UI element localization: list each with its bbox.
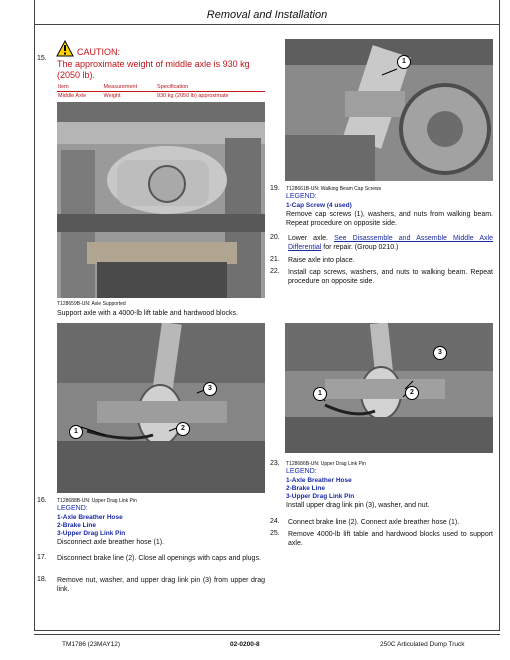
- warning-triangle-icon: [56, 40, 74, 57]
- step-text: [288, 234, 493, 252]
- legend-title: LEGEND:: [286, 468, 317, 475]
- legend-item: 2-Brake Line: [286, 485, 326, 492]
- callout-marker: 1: [69, 425, 83, 439]
- legend-item: 1-Cap Screw (4 used): [286, 202, 352, 209]
- disassemble-differential-link[interactable]: See Disassemble and Assemble Middle Axle Differential: [288, 235, 493, 251]
- step-number: 25.: [270, 530, 280, 537]
- step-number: 24.: [270, 518, 280, 525]
- step-number: 17.: [37, 554, 47, 561]
- step-number: 23.: [270, 460, 280, 467]
- step-text: Remove cap screws (1), washers, and nuts from walking beam. Repeat procedure on opposite side.: [286, 211, 493, 227]
- step-number: 18.: [37, 576, 47, 583]
- drag-link-removal-photo: [57, 323, 265, 493]
- spec-cell: Middle Axle: [58, 93, 87, 99]
- legend-item: 1-Axle Breather Hose: [57, 514, 123, 521]
- step-number: 15.: [37, 55, 47, 62]
- figure-caption-id: T128688B-UN: Upper Drag Link Pin: [57, 498, 137, 504]
- step-text: Install cap screws, washers, and nuts to walking beam. Repeat procedure on opposite side.: [288, 269, 493, 285]
- step-text-part: Lower axle.: [288, 235, 335, 242]
- header-rule: [34, 24, 500, 25]
- legend-title: LEGEND:: [57, 505, 88, 512]
- callout-marker: 2: [405, 386, 419, 400]
- step-text: Disconnect axle breather hose (1).: [57, 539, 164, 546]
- step-number: 19.: [270, 185, 280, 192]
- step-text: Remove 4000-lb lift table and hardwood blocks used to support axle.: [288, 531, 493, 547]
- spec-cell: 930 kg (2050 lb) approximate: [157, 93, 229, 99]
- step-text: Install upper drag link pin (3), washer, and nut.: [286, 502, 430, 509]
- step-text: Remove nut, washer, and upper drag link pin (3) from upper drag link.: [57, 577, 265, 593]
- figure-caption-id: T128661B-UN: Walking Beam Cap Screws: [286, 186, 382, 192]
- spec-col-item: Item: [57, 83, 103, 92]
- footer-rule: [34, 634, 500, 635]
- figure-caption-text: Support axle with a 4000-lb lift table and hardwood blocks.: [57, 310, 238, 317]
- legend-item: 3-Upper Drag Link Pin: [286, 493, 355, 500]
- step-text-part: for repair. (Group 0210.): [321, 244, 399, 251]
- legend-title: LEGEND:: [286, 193, 317, 200]
- spec-cell: Weight: [103, 93, 121, 99]
- step-number: 16.: [37, 497, 47, 504]
- step-number: 20.: [270, 234, 280, 241]
- page-title: Removal and Installation: [206, 9, 328, 21]
- spec-col-measurement: Measurement: [103, 83, 157, 92]
- step-text: Disconnect brake line (2). Close all openings with caps and plugs.: [57, 555, 261, 562]
- spec-table: [57, 83, 265, 100]
- footer-machine-model: 250C Articulated Dump Truck: [380, 641, 465, 648]
- spec-table-row: [57, 92, 265, 101]
- caution-label: CAUTION:: [77, 47, 121, 57]
- caution-text: The approximate weight of middle axle is 930 kg (2050 lb).: [57, 59, 250, 80]
- step-number: 21.: [270, 256, 280, 263]
- step-text: Raise axle into place.: [288, 257, 355, 264]
- legend-item: 1-Axle Breather Hose: [286, 477, 352, 484]
- step-text: Connect brake line (2). Connect axle breather hose (1).: [288, 519, 460, 526]
- figure-caption-id: T128686B-UN: Upper Drag Link Pin: [286, 461, 366, 467]
- callout-marker: 3: [433, 346, 447, 360]
- legend-item: 2-Brake Line: [57, 522, 97, 529]
- figure-caption-id: T128659B-UN: Axle Supported: [57, 301, 126, 307]
- legend-item: 3-Upper Drag Link Pin: [57, 530, 126, 537]
- callout-marker: 2: [176, 422, 190, 436]
- callout-marker: 1: [397, 55, 411, 69]
- footer-manual-id: TM1786 (23MAY12): [62, 641, 121, 648]
- callout-marker: 3: [203, 382, 217, 396]
- footer-page-number: 02-0200-8: [230, 641, 260, 648]
- walking-beam-photo: [285, 39, 493, 181]
- spec-col-specification: Specification: [156, 83, 265, 92]
- axle-supported-photo: [57, 102, 265, 298]
- step-number: 22.: [270, 268, 280, 275]
- callout-marker: 1: [313, 387, 327, 401]
- spec-table-header: [57, 83, 265, 92]
